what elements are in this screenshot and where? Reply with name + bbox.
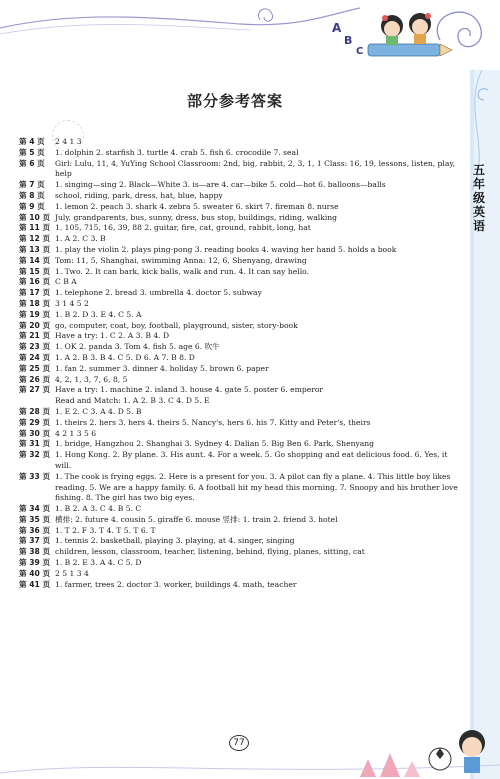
answer-text: 4 2 1 3 5 6	[55, 428, 97, 438]
answer-text: 1. OK 2. panda 3. Tom 4. fish 5. age 6. 吹牛	[55, 342, 220, 352]
footer-decoration	[0, 719, 500, 779]
answer-row	[19, 223, 459, 234]
answer-page-label: 第 35 页	[19, 514, 51, 524]
answer-text: school, riding, park, dress, hat, blue, happy	[55, 190, 223, 200]
svg-text:B: B	[344, 34, 353, 47]
answer-page-label: 第 32 页	[19, 450, 51, 460]
answer-text: children, lesson, classroom, teacher, listening, behind, flying, planes, sitting, cat	[55, 547, 365, 557]
answer-row	[19, 159, 459, 181]
answer-row	[19, 504, 459, 515]
answer-page-label: 第 11 页	[19, 223, 51, 233]
answer-page-label: 第 29 页	[19, 417, 51, 427]
answer-text: 1. bridge, Hangzhou 2. Shanghai 3. Sydney 4. Dalian 5. Big Ben 6. Park, Shenyang	[55, 439, 375, 449]
answer-page-label: 第 20 页	[19, 320, 51, 330]
answer-page-label: 第 4 页	[19, 137, 45, 146]
answer-row	[19, 234, 459, 245]
answer-page-label: 第 17 页	[19, 288, 51, 298]
answer-text: go, computer, coat, boy, football, playground, sister, story-book	[55, 320, 298, 330]
answer-page-label: 第 39 页	[19, 558, 51, 568]
answer-row	[19, 569, 459, 580]
answer-text: 1. telephone 2. bread 3. umbrella 4. doctor 5. subway	[55, 288, 262, 298]
answer-row	[19, 450, 459, 472]
answer-page-label: 第 13 页	[19, 244, 51, 254]
answer-list	[19, 137, 459, 590]
answer-page-label: 第 9 页	[19, 201, 45, 211]
answer-text: 2 5 1 3 4	[55, 568, 89, 578]
answer-page-label: 第 15 页	[19, 266, 51, 276]
answer-text: 1. B 2. A 3. C 4. B 5. C	[55, 504, 142, 514]
answer-text: 1. A 2. B 3. B 4. C 5. D 6. A 7. B 8. D	[55, 352, 195, 362]
answer-page-label: 第 5 页	[19, 147, 45, 157]
answer-page-label: 第 36 页	[19, 525, 51, 535]
answer-page-label: 第 34 页	[19, 504, 51, 514]
answer-text: 1. lemon 2. peach 3. shark 4. zebra 5. sweater 6. skirt 7. fireman 8. nurse	[55, 201, 339, 211]
answer-page-label: 第 23 页	[19, 342, 51, 352]
answer-page-label: 第 12 页	[19, 234, 51, 244]
answer-text: 1. 105, 715, 16, 39, 88 2. guitar, fire, cat, ground, rabbit, long, hat	[55, 223, 311, 233]
answer-text: 1. farmer, trees 2. doctor 3. worker, buildings 4. math, teacher	[55, 579, 297, 589]
answer-row	[19, 515, 459, 526]
answer-row	[19, 137, 459, 148]
answer-row	[19, 299, 459, 310]
answer-row	[19, 396, 459, 407]
answer-page-label: 第 16 页	[19, 277, 51, 287]
answer-row	[19, 375, 459, 386]
answer-row	[19, 558, 459, 569]
answer-row	[19, 580, 459, 591]
answer-row	[19, 267, 459, 278]
answer-page-label: 第 19 页	[19, 309, 51, 319]
answer-text: 1. T 2. F 3. T 4. T 5. T 6. T	[55, 525, 156, 535]
answer-page-label: 第 28 页	[19, 406, 51, 416]
grade-subject-label: 五年级英语	[472, 163, 485, 233]
answer-page-label: 第 37 页	[19, 536, 51, 546]
answer-row	[19, 342, 459, 353]
answer-page-label: 第 7 页	[19, 180, 45, 190]
answer-page-label: 第 8 页	[19, 190, 45, 200]
answer-page-label: 第 21 页	[19, 331, 51, 341]
answer-text: Tom: 11, 5, Shanghai, swimming Anna: 12, 6, Shenyang, drawing	[55, 255, 307, 265]
answer-text: 1. Two. 2. It can bark, kick balls, walk and run. 4. It can say hello.	[55, 266, 309, 276]
answer-page-label: 第 41 页	[19, 579, 51, 589]
answer-row	[19, 213, 459, 224]
answer-text: 1. dolphin 2. starfish 3. turtle 4. crab 5. fish 6. crocodile 7. seal	[55, 147, 299, 157]
answer-row	[19, 191, 459, 202]
answer-text: 1. fan 2. summer 3. dinner 4. holiday 5. brown 6. paper	[55, 363, 269, 373]
page-title: 部分参考答案	[186, 92, 283, 110]
answer-row	[19, 202, 459, 213]
answer-text: 3 1 4 5 2	[55, 298, 89, 308]
answer-text: 1. singing—sing 2. Black—White 3. is—are 4. car—bike 5. cold—hot 6. balloons—balls	[55, 180, 386, 190]
answer-text: 4, 2, 1, 3, 7, 6, 8, 5	[55, 374, 128, 384]
answer-text: 1. E 2. C 3. A 4. D 5. B	[55, 406, 142, 416]
answer-page-label: 第 30 页	[19, 428, 51, 438]
answer-row	[19, 288, 459, 299]
answer-row	[19, 407, 459, 418]
answer-page-label	[19, 396, 55, 407]
answer-page-label: 第 14 页	[19, 255, 51, 265]
answer-text: Have a try: 1. machine 2. island 3. house 4. gate 5. poster 6. emperor	[55, 385, 324, 395]
answer-text: C B A	[55, 277, 77, 287]
answer-text: 1. B 2. E 3. A 4. C 5. D	[55, 558, 142, 568]
answer-text: Girl: Lulu, 11, 4, YuYing School Classroom: 2nd, big, rabbit, 2, 3, 1, 1 Class: 16, 19, lessons, listen, play, help	[55, 158, 456, 179]
svg-text:A: A	[332, 21, 342, 35]
answer-text: 1. theirs 2. hers 3. hers 4. theirs 5. Nancy's, hers 6. his 7. Kitty and Peter's, theirs	[55, 417, 371, 427]
answer-row	[19, 439, 459, 450]
answer-text: 1. play the violin 2. plays ping-pong 3. reading books 4. waving her hand 5. holds a book	[55, 244, 397, 254]
answer-page-label: 第 24 页	[19, 352, 51, 362]
answer-row	[19, 245, 459, 256]
answer-row	[19, 547, 459, 558]
answer-text: Have a try: 1. C 2. A 3. B 4. D	[55, 331, 170, 341]
answer-page-label: 第 10 页	[19, 212, 51, 222]
answer-page-label: 第 6 页	[19, 158, 45, 168]
svg-text:C: C	[356, 46, 364, 57]
answer-text: 1. Hong Kong. 2. By plane. 3. His aunt. 4. For a week. 5. Go shopping and eat delicious food. 6. Yes, it will.	[55, 450, 448, 470]
answer-row	[19, 418, 459, 429]
answer-text: 1. The cook is frying eggs. 2. Here is a present for you. 3. A pilot can fly a plane. 4. This little boy likes reading. 5. We are a happy family. 6. A football hit my head this morning. 7. Snoopy and his brother love fishing. 8. The girl has two big eyes.	[55, 471, 458, 503]
answer-text: July, grandparents, bus, sunny, dress, bus stop, buildings, riding, walking	[55, 212, 337, 222]
answer-row	[19, 321, 459, 332]
answer-page-label: 第 26 页	[19, 374, 51, 384]
answer-page-label: 第 33 页	[19, 471, 51, 481]
answer-row	[19, 310, 459, 321]
page-number: 77	[229, 735, 249, 751]
answer-row	[19, 364, 459, 375]
answer-text: Read and Match: 1. A 2. B 3. C 4. D 5. E	[55, 396, 210, 406]
answer-row	[19, 256, 459, 267]
answer-page-label: 第 27 页	[19, 385, 51, 395]
answer-row	[19, 472, 459, 504]
answer-text: 1. A 2. C 3. B	[55, 234, 106, 244]
answer-row	[19, 353, 459, 364]
answer-page-label: 第 38 页	[19, 547, 51, 557]
answer-row	[19, 429, 459, 440]
answer-text: 2 4 1 3	[55, 137, 82, 146]
answer-row	[19, 526, 459, 537]
answer-row	[19, 385, 459, 396]
answer-text: 横排: 2. future 4. cousin 5. giraffe 6. mouse 竖排: 1. train 2. friend 3. hotel	[55, 514, 338, 524]
answer-text: 1. tennis 2. basketball, playing 3. playing, at 4. singer, singing	[55, 536, 295, 546]
answer-row	[19, 277, 459, 288]
answer-page-label: 第 25 页	[19, 363, 51, 373]
answer-row	[19, 148, 459, 159]
answer-page-label: 第 40 页	[19, 568, 51, 578]
answer-row	[19, 536, 459, 547]
answer-row	[19, 180, 459, 191]
answer-text: 1. B 2. D 3. E 4. C 5. A	[55, 309, 142, 319]
answer-page-label: 第 18 页	[19, 298, 51, 308]
answer-page-label: 第 31 页	[19, 439, 51, 449]
header-decoration	[0, 0, 500, 80]
answer-row	[19, 331, 459, 342]
